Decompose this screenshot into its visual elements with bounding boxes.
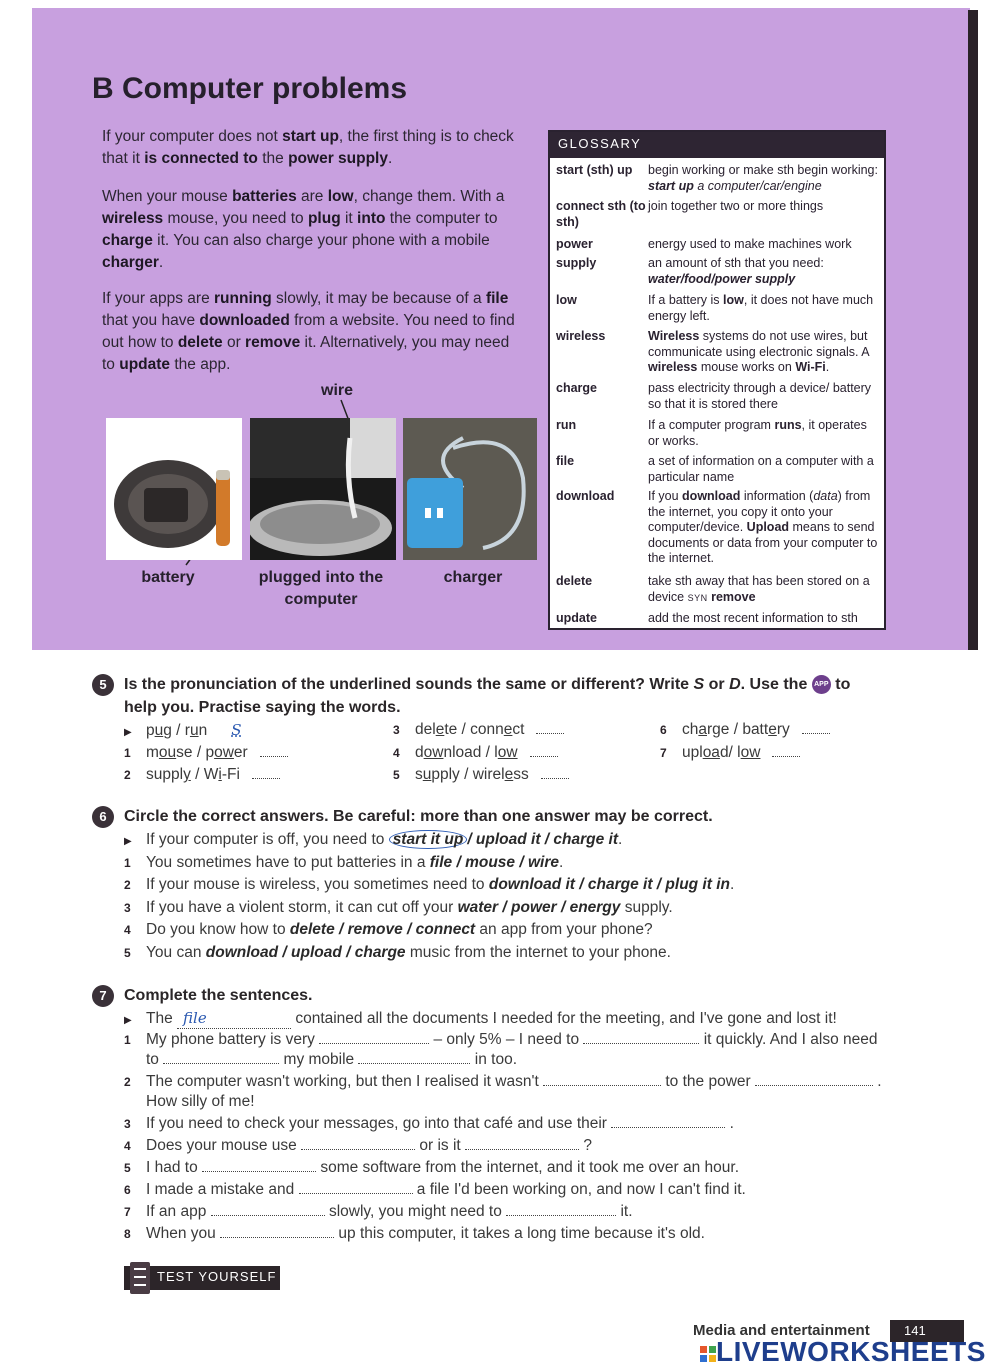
exercise-6-item [124,830,622,852]
bold-italic-term: start up [648,178,694,193]
answer-blank[interactable] [802,721,830,734]
bold-term: is connected to [144,150,258,167]
answer-blank[interactable] [252,766,280,779]
bold-term: remove [707,589,756,604]
charger-icon [403,418,537,560]
underlined-sound: e [504,766,514,783]
glossary-term: low [556,293,577,307]
item-number: 6 [124,1183,131,1197]
text-run: means to send documents or data from your computer to the internet. [648,520,878,565]
item-number: ▶ [124,727,132,738]
item-number: 5 [393,768,400,782]
example-answer[interactable]: file [177,1008,291,1029]
exercise-5-item [124,765,280,785]
item-number: 1 [124,855,131,870]
underlined-sound: a [698,721,707,738]
sentence-text: . [872,1073,882,1090]
sentence-text: to the power [661,1073,755,1090]
exercise-7-instruction: Complete the sentences. [124,987,313,1004]
sentence-text: . [729,876,735,894]
glossary-term: supply [556,256,597,270]
sentence-text: – only 5% – I need to [429,1031,584,1048]
underlined-sound: ow [423,744,444,761]
answer-blank[interactable] [260,744,288,757]
ex5-instr-part: to help you. Practise saying the words. [124,676,851,716]
item-number: 1 [124,746,131,760]
sentence-text: If you need to check your messages, go into that café and use their [146,1115,612,1132]
exercise-7-line [124,1030,878,1050]
item-number: 7 [660,746,667,760]
word-part: m [146,744,159,761]
word-part: pply / wirel [431,766,505,783]
caption-plugged: plugged into the computer [258,569,384,608]
sentence-text: The [146,1010,178,1027]
word-part: ch [682,721,699,738]
text-run: , change them. With a [353,188,505,205]
glossary-entry [550,574,884,606]
sentence-text: Does your mouse use [146,1137,302,1154]
glossary-term: start (sth) up [556,163,633,177]
text-run: take sth away that has been stored on a device [648,574,870,604]
exercise-5-number: 5 [92,674,114,696]
answer-blank[interactable] [465,1136,579,1150]
section-title: B Computer problems [92,72,408,105]
word-part: te / conn [444,721,504,738]
synonym-label: SYN [687,592,708,603]
bold-term: plug [307,210,341,227]
glossary-definition [648,256,878,287]
bold-term: Wireless [648,329,700,343]
word-part: g / r [163,722,190,739]
exercise-7-line [124,1202,633,1222]
glossary-term: power [556,237,593,251]
answer-blank[interactable] [163,1050,279,1064]
underlined-sound: i [218,766,222,783]
glossary-definition [648,329,878,376]
glossary-definition [648,489,878,567]
word-part: nload / l [443,744,498,761]
text-run: the app. [170,356,231,373]
glossary-entry [550,381,884,412]
word-part: s [415,766,423,783]
glossary-definition [648,381,878,412]
text-run: . [825,360,830,374]
bold-term: Upload [746,520,790,534]
answer-options[interactable]: download it / charge it / plug it in [488,876,730,894]
text-run: energy used to make machines work [648,237,852,251]
exercise-7-line [124,1008,837,1031]
italic-text: a computer/car/engine [693,178,822,193]
underlined-sound: y [183,766,191,783]
text-run: or [222,334,246,351]
bold-term: wireless [648,360,698,374]
item-number: 2 [124,768,131,782]
word-part: n [198,722,208,739]
glossary-entry [550,489,884,567]
item-number: 8 [124,1227,131,1241]
text-run: ) from the internet, you copy it onto your computer/device. [648,489,871,534]
text-run: pass electricity through a device/ battery so that it is stored there [648,381,872,411]
text-run: If your apps are [102,290,215,307]
text-run: the computer to [385,210,498,227]
underlined-sound: ou [158,744,177,761]
answer-blank[interactable] [319,1030,429,1044]
answer-options[interactable]: delete / remove / connect [289,921,476,939]
text-run: , it does not have much energy left. [648,293,874,323]
exercise-7-line [124,1092,255,1112]
word-part: ss [513,766,529,783]
answer-blank[interactable] [611,1114,725,1128]
exercise-6-number: 6 [92,806,114,828]
answer-blank[interactable] [536,721,564,734]
bold-term: charge [102,232,153,249]
item-number: 2 [124,1075,131,1089]
text-run: it [340,210,358,227]
underlined-sound: e [503,721,513,738]
charger-photo [403,418,537,560]
glossary-definition [648,418,878,449]
word-part: d/ l [719,744,741,761]
underlined-sound: u [189,722,199,739]
glossary-entry [550,611,884,627]
text-run: it. You can also charge your phone with a mobile [152,232,490,249]
exercise-6-instruction: Circle the correct answers. Be careful: more than one answer may be correct. [124,808,713,825]
glossary-box [548,130,886,630]
sentence-text: my mobile [279,1051,359,1068]
text-run: systems do not use wires, but communicate using electronic signals. A [648,329,869,359]
bold-term: file [485,290,509,307]
glossary-term: run [556,418,577,432]
exercise-7-line [124,1114,734,1134]
exercise-7-line [124,1158,739,1178]
bold-term: low [723,293,744,307]
sentence-text: an app from your phone? [475,921,653,939]
glossary-heading: GLOSSARY [550,132,884,158]
computer-usb-icon [250,418,396,560]
sentence-text: some software from the internet, and it took me over an hour. [316,1159,740,1176]
bold-term: downloaded [199,312,290,329]
text-run: that you have [102,312,200,329]
sentence-text: My phone battery is very [146,1031,320,1048]
text-run: information ( [740,489,814,503]
answer-blank[interactable] [211,1202,325,1216]
exercise-5-item [393,720,564,740]
page-number: 141 [890,1320,964,1342]
item-number: 6 [660,723,667,737]
glossary-term: file [556,454,575,468]
intro-paragraph [102,126,522,170]
glossary-entry [550,237,884,253]
item-number: 4 [124,1139,131,1153]
sentence-text: in too. [470,1051,518,1068]
glossary-term: update [556,611,597,625]
answer-blank[interactable] [530,744,558,757]
item-number: 4 [393,746,400,760]
answer-options[interactable]: download / upload / charge [205,944,406,961]
sentence-text: How silly of me! [146,1093,255,1110]
item-number: 5 [124,1161,131,1175]
exercise-5-item [124,743,288,763]
sentence-text: I made a mistake and [146,1181,299,1198]
text-run: slowly, it may be because of a [271,290,486,307]
word-part: upl [682,744,703,761]
ex5-instr-part: or [704,676,730,693]
item-number: 3 [124,900,131,915]
bold-term: batteries [232,188,297,205]
sentence-text: I had to [146,1159,203,1176]
sentence-text: . [725,1115,734,1132]
glossary-definition [648,574,878,606]
ex5-instr-part: . Use the [740,676,812,693]
bold-italic-term: water/food/power supply [648,271,796,286]
watermark-text: LIVEWORKSHEETS [716,1336,986,1367]
text-run: add the most recent information to sth [648,611,858,625]
bold-term: into [357,210,386,227]
sentence-text: The computer wasn't working, but then I realised it wasn't [146,1073,544,1090]
text-run: are [296,188,328,205]
sentence-text: contained all the documents I needed for the meeting, and I've gone and lost it! [291,1010,837,1027]
app-icon[interactable]: APP [812,675,831,694]
answer-blank[interactable] [772,744,800,757]
sentence-text: a file I'd been working on, and now I can't find it. [412,1181,746,1198]
sentence-text: You can [146,944,206,961]
text-run: . [158,254,164,271]
underlined-sound: u [422,766,432,783]
exercise-6-item [124,853,563,873]
exercise-6-item [124,920,653,940]
text-run: mouse works on [697,360,796,374]
sentence-text: up this computer, it takes a long time because it's old. [334,1225,705,1242]
text-run: the [257,150,289,167]
answer-blank[interactable] [202,1158,316,1172]
glossary-entry [550,293,884,324]
item-number: 2 [124,878,131,893]
bold-term: start up [282,128,339,145]
text-run: , it operates or works. [648,418,867,448]
text-run: an amount of sth that you need: [648,256,824,270]
glossary-entry [550,418,884,449]
item-number: 4 [124,923,131,938]
ex5-instr-part: Is the pronunciation of the underlined sounds the same or different? Write [124,676,694,693]
exercise-5-item [124,720,241,743]
glossary-definition [648,237,878,253]
page-edge [968,10,978,650]
item-number: 3 [124,1117,131,1131]
text-run: If a battery is [648,293,724,307]
footer-unit-title: Media and entertainment [693,1322,870,1339]
circled-answer[interactable]: start it up [389,830,468,849]
item-number: 3 [393,723,400,737]
word-part: er [233,744,248,761]
word-part: suppl [146,766,184,783]
bold-term: Wi-Fi [795,360,826,374]
sentence-text: If your computer is off, you need to [146,831,389,848]
underlined-sound: e [435,721,445,738]
underlined-sound: ow [740,744,761,761]
exercise-6-item [124,898,673,918]
sentence-text: ? [579,1137,592,1154]
glossary-term: connect sth (to sth) [556,199,646,229]
intro-paragraph [102,186,522,274]
underlined-sound: ow [497,744,518,761]
answer-blank[interactable] [220,1224,334,1238]
sentence-text: Do you know how to [146,921,290,939]
text-run: If your computer does not [102,128,283,145]
text-run: mouse, you need to [163,210,308,227]
sentence-text: it. [616,1203,633,1220]
text-run: it. Alternatively, you may need to [102,334,510,373]
answer-blank[interactable]: S [231,721,242,739]
sentence-text: If an app [146,1203,211,1220]
glossary-entry [550,163,884,194]
caption-battery: battery [141,569,195,586]
glossary-entry [550,199,884,230]
glossary-entry [550,329,884,376]
caption-charger: charger [443,569,503,586]
item-number: 7 [124,1205,131,1219]
answer-blank[interactable] [583,1030,699,1044]
exercise-5-item [660,720,830,740]
text-run: When your mouse [102,188,233,205]
text-run: begin working or make sth begin working: [648,163,878,177]
bold-term: update [119,356,171,373]
item-number: ▶ [124,836,132,847]
bold-term: charger [102,254,159,271]
test-yourself-label[interactable]: TEST YOURSELF [157,1269,277,1284]
glossary-entry [550,454,884,485]
text-run: If a computer program [648,418,775,432]
answer-options[interactable]: file / mouse / wire [429,853,559,871]
underlined-sound: ow [214,744,234,761]
glossary-term: charge [556,381,597,395]
answer-blank[interactable] [543,1072,661,1086]
word-part: / W [190,766,219,783]
sentence-text: or is it [415,1137,466,1154]
exercise-6-item [124,943,671,963]
answer-blank[interactable] [506,1202,616,1216]
word-part: ct [512,721,525,738]
glossary-term: wireless [556,329,606,343]
bold-term: running [214,290,272,307]
book-icon [130,1262,150,1294]
exercise-7-line [124,1050,517,1070]
answer-blank[interactable] [299,1180,413,1194]
bold-term: remove [245,334,301,351]
sentence-text: When you [146,1225,221,1242]
glossary-definition [648,163,878,194]
plugged-into-computer-photo [250,418,396,560]
glossary-term: download [556,489,615,503]
item-number: 5 [124,946,131,960]
exercise-5-item [393,765,569,785]
italic-text: data [813,489,838,503]
sentence-text: to [146,1051,164,1068]
text-run: from a website. You need to find out how to [102,312,515,351]
bold-term: low [327,188,354,205]
word-part: del [415,721,436,738]
underlined-sound: u [154,722,164,739]
word-part: se / p [176,744,215,761]
glossary-definition [648,199,878,230]
text-run: . [387,150,393,167]
answer-blank[interactable] [358,1050,470,1064]
sentence-text: . [618,831,623,848]
sentence-text: supply. [620,898,673,916]
glossary-definition [648,454,878,485]
wire-label: wire [321,382,354,399]
answer-blank[interactable] [755,1072,873,1086]
word-part: rge / batt [707,721,769,738]
exercise-7-line [124,1180,746,1200]
word-part: p [146,722,155,739]
ex5-instr-s: S [693,676,705,693]
word-part: ry [776,721,790,738]
glossary-definition [648,293,878,324]
exercise-5-item [660,743,800,763]
sentence-text: slowly, you might need to [324,1203,507,1220]
liveworksheets-watermark [700,1336,986,1368]
glossary-entry [550,256,884,287]
sentence-text: music from the internet to your phone. [405,944,671,961]
ex5-instr-d: D [729,676,741,693]
liveworksheets-logo-icon [700,1346,716,1362]
exercise-7-line [124,1224,705,1244]
text-run: , the first thing is to check that it [102,128,514,167]
sentence-text: If you have a violent storm, it can cut off your [146,898,458,916]
item-number: ▶ [124,1015,132,1026]
sentence-text: If your mouse is wireless, you sometimes need to [146,876,489,894]
answer-blank[interactable] [301,1136,415,1150]
sentence-text: You sometimes have to put batteries in a [146,853,430,871]
text-run: If you [648,489,683,503]
answer-options[interactable]: / upload it / charge it [467,831,619,848]
sentence-text: . [558,853,564,871]
exercise-5-instruction [124,673,884,719]
sentence-text: it quickly. And I also need [699,1031,878,1048]
answer-blank[interactable] [541,766,569,779]
bold-term: download [682,489,741,503]
bold-term: wireless [102,210,164,227]
bold-term: power supply [288,150,388,167]
exercise-7-line [124,1072,882,1092]
intro-paragraph [102,288,522,376]
word-part: -Fi [221,766,240,783]
text-run: a set of information on a computer with a particular name [648,454,874,484]
underlined-sound: oa [702,744,720,761]
exercise-7-line [124,1136,592,1156]
bold-term: runs [774,418,802,432]
item-number: 1 [124,1033,131,1047]
text-run: join together two or more things [648,199,824,213]
word-part: d [415,744,424,761]
exercise-5-item [393,743,558,763]
bold-term: delete [177,334,223,351]
exercise-7-number: 7 [92,985,114,1007]
mouse-battery-icon [106,418,242,560]
glossary-definition [648,611,878,627]
answer-options[interactable]: water / power / energy [457,898,621,916]
exercise-6-item [124,875,734,895]
glossary-term: delete [556,574,593,588]
underlined-sound: e [768,721,777,738]
mouse-battery-photo [106,418,242,560]
